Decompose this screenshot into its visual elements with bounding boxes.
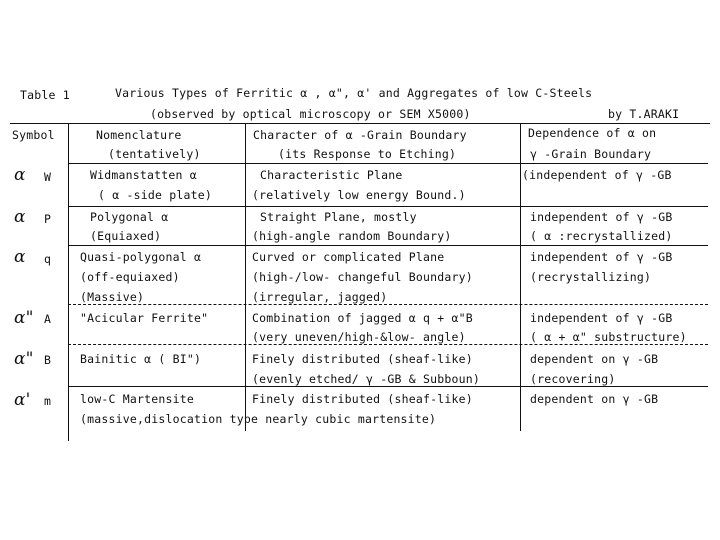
- row-dependence: independent of γ -GB: [530, 210, 673, 224]
- row-dependence: independent of γ -GB: [530, 250, 673, 264]
- row-rule-3-dashed: [68, 304, 708, 305]
- row-dependence-sub: (recovering): [530, 372, 616, 386]
- row-character: Characteristic Plane: [260, 168, 403, 182]
- row-rule-4-dashed: [68, 344, 708, 345]
- row-symbol: α': [14, 390, 31, 410]
- row-character: Finely distributed (sheaf-like): [252, 392, 473, 406]
- row-dependence: dependent on γ -GB: [530, 352, 659, 366]
- row-note: (massive,dislocation type nearly cubic martensite): [80, 412, 437, 426]
- row-character: Curved or complicated Plane: [252, 250, 445, 264]
- table-label: Table 1: [20, 88, 70, 102]
- table-title: Various Types of Ferritic α , α", α' and Aggregates of low C-Steels: [115, 86, 593, 100]
- row-character-sub: (relatively low energy Bound.): [252, 188, 466, 202]
- header-nomenclature-sub: (tentatively): [108, 147, 201, 161]
- row-dependence: dependent on γ -GB: [530, 392, 659, 406]
- header-bottom-rule: [68, 163, 708, 164]
- row-character-sub: (high-/low- changeful Boundary): [252, 270, 473, 284]
- row-nomenclature-sub: (off-equiaxed): [80, 270, 180, 284]
- col-rule-2: [245, 123, 246, 431]
- row-nomenclature-sub: ( α -side plate): [98, 188, 212, 202]
- header-top-rule: [10, 123, 710, 124]
- header-dependence-sub: γ -Grain Boundary: [530, 147, 652, 161]
- row-dependence: (independent of γ -GB: [522, 168, 672, 182]
- row-symbol: α": [14, 349, 34, 369]
- row-character-sub: (evenly etched/ γ -GB & Subboun): [252, 372, 480, 386]
- row-nomenclature-sub: (Equiaxed): [90, 229, 162, 243]
- row-nomenclature: "Acicular Ferrite": [80, 311, 209, 325]
- row-nomenclature: Polygonal α: [90, 210, 169, 224]
- row-symbol: α: [14, 247, 26, 267]
- row-code: q: [44, 252, 52, 266]
- col-rule-3: [520, 123, 521, 431]
- row-rule-2: [68, 245, 708, 246]
- row-character-sub: (high-angle random Boundary): [252, 229, 452, 243]
- row-character: Combination of jagged α q + α"B: [252, 311, 473, 325]
- row-nomenclature: Quasi-polygonal α: [80, 250, 202, 264]
- header-character-sub: (its Response to Etching): [278, 147, 457, 161]
- row-code: B: [44, 353, 52, 367]
- row-code: P: [44, 212, 52, 226]
- row-nomenclature: Widmanstatten α: [90, 168, 197, 182]
- row-character-sub: (very uneven/high-&low- angle): [252, 330, 466, 344]
- row-rule-5: [68, 386, 708, 387]
- row-dependence-sub: (recrystallizing): [530, 270, 652, 284]
- row-rule-1: [68, 206, 708, 207]
- row-character: Straight Plane, mostly: [260, 210, 417, 224]
- row-character-sub: (irregular, jagged): [252, 290, 388, 304]
- row-dependence: independent of γ -GB: [530, 311, 673, 325]
- row-dependence-sub: ( α + α" substructure): [530, 330, 687, 344]
- row-symbol: α: [14, 207, 26, 227]
- row-nomenclature-sub: (Massive): [80, 290, 145, 304]
- row-code: W: [44, 170, 52, 184]
- header-symbol: Symbol: [12, 128, 55, 142]
- row-nomenclature: low-C Martensite: [80, 392, 194, 406]
- row-symbol: α: [14, 165, 26, 185]
- row-character: Finely distributed (sheaf-like): [252, 352, 473, 366]
- row-symbol: α": [14, 308, 34, 328]
- row-nomenclature: Bainitic α ( BI"): [80, 352, 202, 366]
- row-code: m: [44, 394, 52, 408]
- row-dependence-sub: ( α :recrystallized): [530, 229, 673, 243]
- table-subtitle: (observed by optical microscopy or SEM X5000): [150, 107, 471, 121]
- header-character: Character of α -Grain Boundary: [253, 128, 467, 142]
- col-rule-1: [68, 123, 69, 441]
- row-code: A: [44, 312, 52, 326]
- header-nomenclature: Nomenclature: [96, 128, 182, 142]
- table-author: by T.ARAKI: [608, 107, 680, 121]
- header-dependence: Dependence of α on: [528, 126, 657, 140]
